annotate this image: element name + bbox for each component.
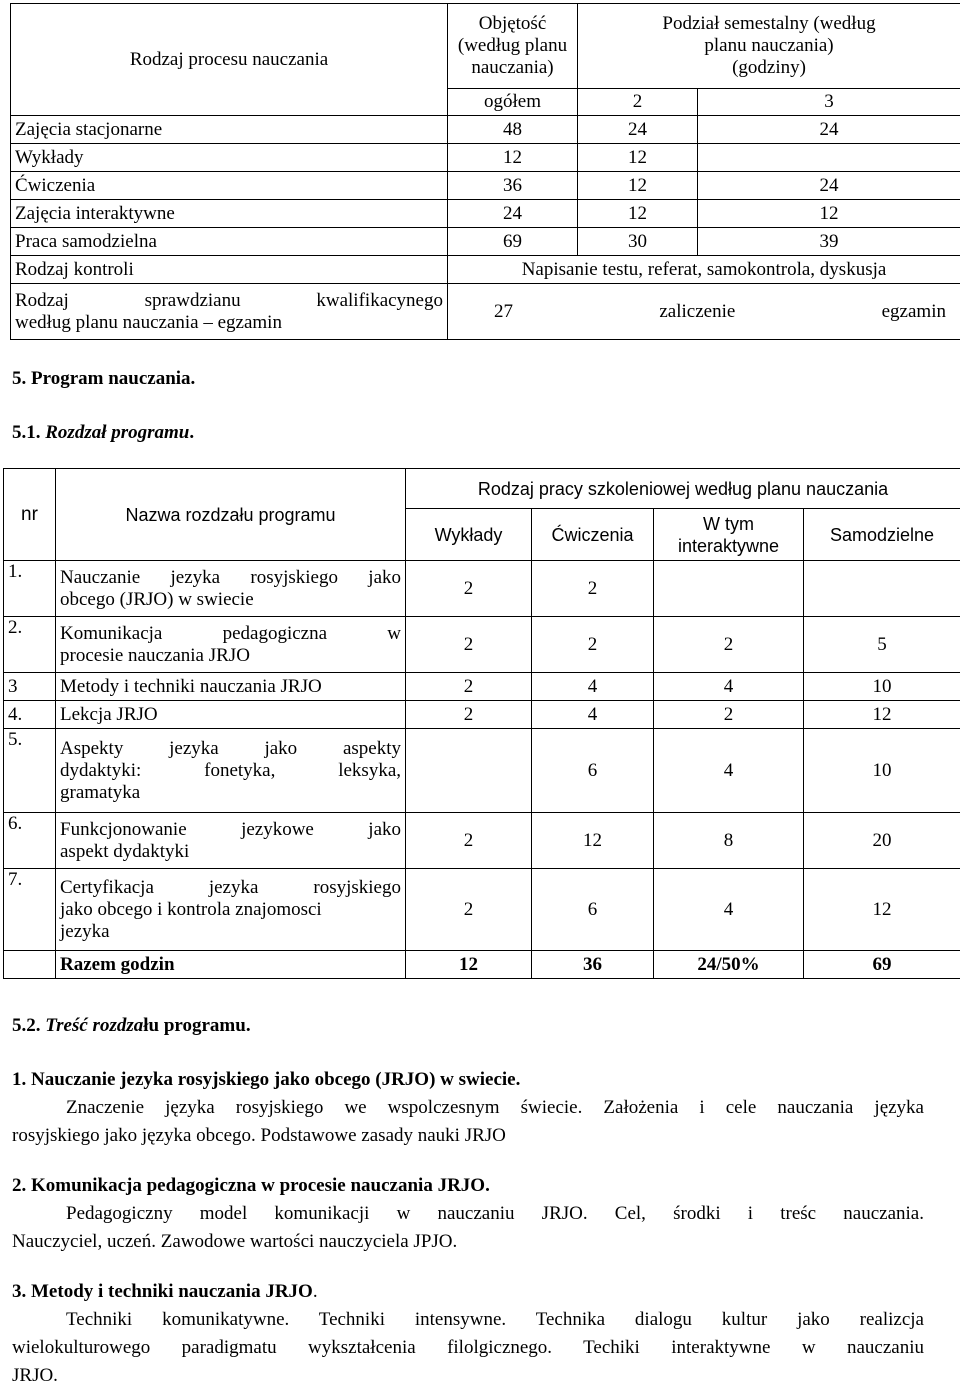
exam-value: egzamin (882, 301, 946, 323)
row-name: Lekcja JRJO (56, 701, 406, 729)
row-interactive (654, 561, 804, 617)
exam-label-line: według planu nauczania – egzamin (15, 312, 443, 334)
header-volume-line: Objętość (452, 13, 573, 35)
section-51-heading (12, 422, 194, 444)
table-row (4, 729, 960, 813)
row-name-line: Funkcjonowanie jezykowe jako (60, 819, 401, 841)
header-exercises: Ćwiczenia (532, 509, 654, 561)
row-sem3: 24 (698, 116, 960, 144)
header-process-type: Rodzaj procesu nauczania (11, 4, 448, 116)
row-name-line: jako obcego i kontrola znajomosci (60, 899, 401, 921)
row-name: Metody i techniki nauczania JRJO (56, 673, 406, 701)
row-self: 5 (804, 617, 960, 673)
row-name-line: gramatyka (60, 782, 401, 804)
row-lectures: 2 (406, 869, 532, 951)
chapter-text-line: Nauczyciel, uczeń. Zawodowe wartości nauczyciela JPJO. (12, 1228, 924, 1256)
table-row (4, 673, 960, 701)
total-lectures: 12 (406, 951, 532, 979)
row-lectures: 2 (406, 813, 532, 869)
row-sem2: 12 (578, 172, 698, 200)
row-name-line: Nauczanie jezyka rosyjskiego jako (60, 567, 401, 589)
header-semester-line: planu nauczania) (582, 35, 956, 57)
total-empty (4, 951, 56, 979)
row-lectures: 2 (406, 673, 532, 701)
chapter-3 (12, 1278, 924, 1390)
header-interactive-line: W tym (658, 513, 799, 535)
chapter-text-line: Znaczenie języka rosyjskiego we wspolczesnym świecie. Założenia i cele nauczania języka (12, 1094, 924, 1122)
section-number: 5.2. (12, 1015, 45, 1036)
row-self: 12 (804, 869, 960, 951)
row-name-line: procesie nauczania JRJO (60, 645, 401, 667)
table-row (11, 228, 960, 256)
chapter-text-line: Pedagogiczny model komunikacji w nauczaniu JRJO. Cel, środki i treśc nauczania. (12, 1200, 924, 1228)
header-semester-split (578, 4, 960, 89)
section-title: Treść rozdza (45, 1015, 143, 1036)
chapter-text-line: JRJO. (12, 1362, 924, 1390)
row-exercises: 6 (532, 869, 654, 951)
semester-hours-table (10, 3, 960, 340)
table-row (11, 116, 960, 144)
table-row (11, 284, 960, 340)
row-lectures: 2 (406, 701, 532, 729)
row-label: Ćwiczenia (11, 172, 448, 200)
row-total: 12 (448, 144, 578, 172)
header-semester-line: (godziny) (582, 57, 956, 79)
chapter-1 (12, 1066, 924, 1150)
row-name-line: Komunikacja pedagogiczna w (60, 623, 401, 645)
program-chapters-table (3, 468, 960, 979)
row-lectures: 2 (406, 561, 532, 617)
control-value: Napisanie testu, referat, samokontrola, dyskusja (448, 256, 960, 284)
exam-value: 27 (494, 301, 513, 323)
chapter-title (12, 1278, 924, 1306)
table-total-row (4, 951, 960, 979)
chapter-2 (12, 1172, 924, 1256)
chapter-text-line: Techniki komunikatywne. Techniki intensywne. Technika dialogu kultur jako realizcja (12, 1306, 924, 1334)
row-nr: 1. (4, 561, 56, 617)
row-name (56, 813, 406, 869)
row-exercises: 12 (532, 813, 654, 869)
row-label: Wykłady (11, 144, 448, 172)
row-interactive: 8 (654, 813, 804, 869)
row-interactive: 4 (654, 869, 804, 951)
header-sem3: 3 (698, 89, 960, 116)
header-chapter-name: Nazwa rozdzału programu (56, 469, 406, 561)
row-name-line: Aspekty jezyka jako aspekty (60, 738, 401, 760)
row-label: Praca samodzielna (11, 228, 448, 256)
row-exercises: 6 (532, 729, 654, 813)
header-total: ogółem (448, 89, 578, 116)
exam-label (11, 284, 448, 340)
exam-value: zaliczenie (659, 301, 735, 323)
row-sem2: 12 (578, 144, 698, 172)
row-self: 20 (804, 813, 960, 869)
row-name (56, 617, 406, 673)
header-semester-line: Podział semestalny (według (582, 13, 956, 35)
header-nr: nr (4, 469, 56, 561)
row-lectures: 2 (406, 617, 532, 673)
row-name-line: dydaktyki: fonetyka, leksyka, (60, 760, 401, 782)
header-interactive (654, 509, 804, 561)
row-nr: 6. (4, 813, 56, 869)
row-label: Zajęcia interaktywne (11, 200, 448, 228)
section-number: 5.1. (12, 422, 45, 443)
table-row (11, 256, 960, 284)
section-title-rest: łu programu. (143, 1015, 250, 1036)
section-dot: . (189, 422, 194, 443)
header-sem2: 2 (578, 89, 698, 116)
header-volume-line: nauczania) (452, 57, 573, 79)
chapter-text-line: wielokulturowego paradigmatu wykształcenia filolgicznego. Techiki interaktywne w nauczaniu (12, 1334, 924, 1362)
row-interactive: 2 (654, 617, 804, 673)
row-total: 69 (448, 228, 578, 256)
row-total: 36 (448, 172, 578, 200)
row-total: 24 (448, 200, 578, 228)
section-title: Rozdzał programu (45, 422, 189, 443)
row-name (56, 561, 406, 617)
row-nr: 4. (4, 701, 56, 729)
chapter-text-line: rosyjskiego jako języka obcego. Podstawowe zasady nauki JRJO (12, 1122, 924, 1150)
row-sem3: 24 (698, 172, 960, 200)
control-label: Rodzaj kontroli (11, 256, 448, 284)
header-self: Samodzielne (804, 509, 960, 561)
row-nr: 3 (4, 673, 56, 701)
row-sem2: 30 (578, 228, 698, 256)
row-total: 48 (448, 116, 578, 144)
table-row (11, 172, 960, 200)
row-self: 12 (804, 701, 960, 729)
chapter-title-text: 3. Metody i techniki nauczania JRJO (12, 1281, 313, 1302)
row-self: 10 (804, 729, 960, 813)
row-name (56, 729, 406, 813)
row-exercises: 4 (532, 673, 654, 701)
row-sem3: 39 (698, 228, 960, 256)
row-interactive: 2 (654, 701, 804, 729)
row-nr: 2. (4, 617, 56, 673)
row-nr: 5. (4, 729, 56, 813)
row-sem3 (698, 144, 960, 172)
header-volume-line: (według planu (452, 35, 573, 57)
header-work-type: Rodzaj pracy szkoleniowej według planu nauczania (406, 469, 960, 509)
chapter-title: 1. Nauczanie jezyka rosyjskiego jako obcego (JRJO) w swiecie. (12, 1066, 924, 1094)
row-interactive: 4 (654, 729, 804, 813)
header-lectures: Wykłady (406, 509, 532, 561)
total-label: Razem godzin (56, 951, 406, 979)
row-name-line: Certyfikacja jezyka rosyjskiego (60, 877, 401, 899)
header-volume (448, 4, 578, 89)
exam-label-line: Rodzaj sprawdzianu kwalifikacynego (15, 290, 443, 312)
row-exercises: 4 (532, 701, 654, 729)
total-interactive: 24/50% (654, 951, 804, 979)
row-lectures (406, 729, 532, 813)
table-row (11, 144, 960, 172)
total-exercises: 36 (532, 951, 654, 979)
row-exercises: 2 (532, 561, 654, 617)
table-row (4, 701, 960, 729)
row-self (804, 561, 960, 617)
section-52-heading (12, 1015, 251, 1037)
row-interactive: 4 (654, 673, 804, 701)
row-exercises: 2 (532, 617, 654, 673)
row-name (56, 869, 406, 951)
row-sem3: 12 (698, 200, 960, 228)
section-5-heading: 5. Program nauczania. (12, 368, 195, 390)
table-row (4, 869, 960, 951)
row-nr: 7. (4, 869, 56, 951)
total-self: 69 (804, 951, 960, 979)
chapter-title: 2. Komunikacja pedagogiczna w procesie nauczania JRJO. (12, 1172, 924, 1200)
chapter-title-dot: . (313, 1281, 318, 1302)
row-name-line: aspekt dydaktyki (60, 841, 401, 863)
row-sem2: 12 (578, 200, 698, 228)
table-row (11, 200, 960, 228)
row-name-line: obcego (JRJO) w swiecie (60, 589, 401, 611)
exam-values (448, 284, 960, 340)
row-label: Zajęcia stacjonarne (11, 116, 448, 144)
row-name-line: jezyka (60, 921, 401, 943)
header-interactive-line: interaktywne (658, 535, 799, 557)
row-self: 10 (804, 673, 960, 701)
table-row (4, 813, 960, 869)
table-row (4, 617, 960, 673)
row-sem2: 24 (578, 116, 698, 144)
table-row (4, 561, 960, 617)
